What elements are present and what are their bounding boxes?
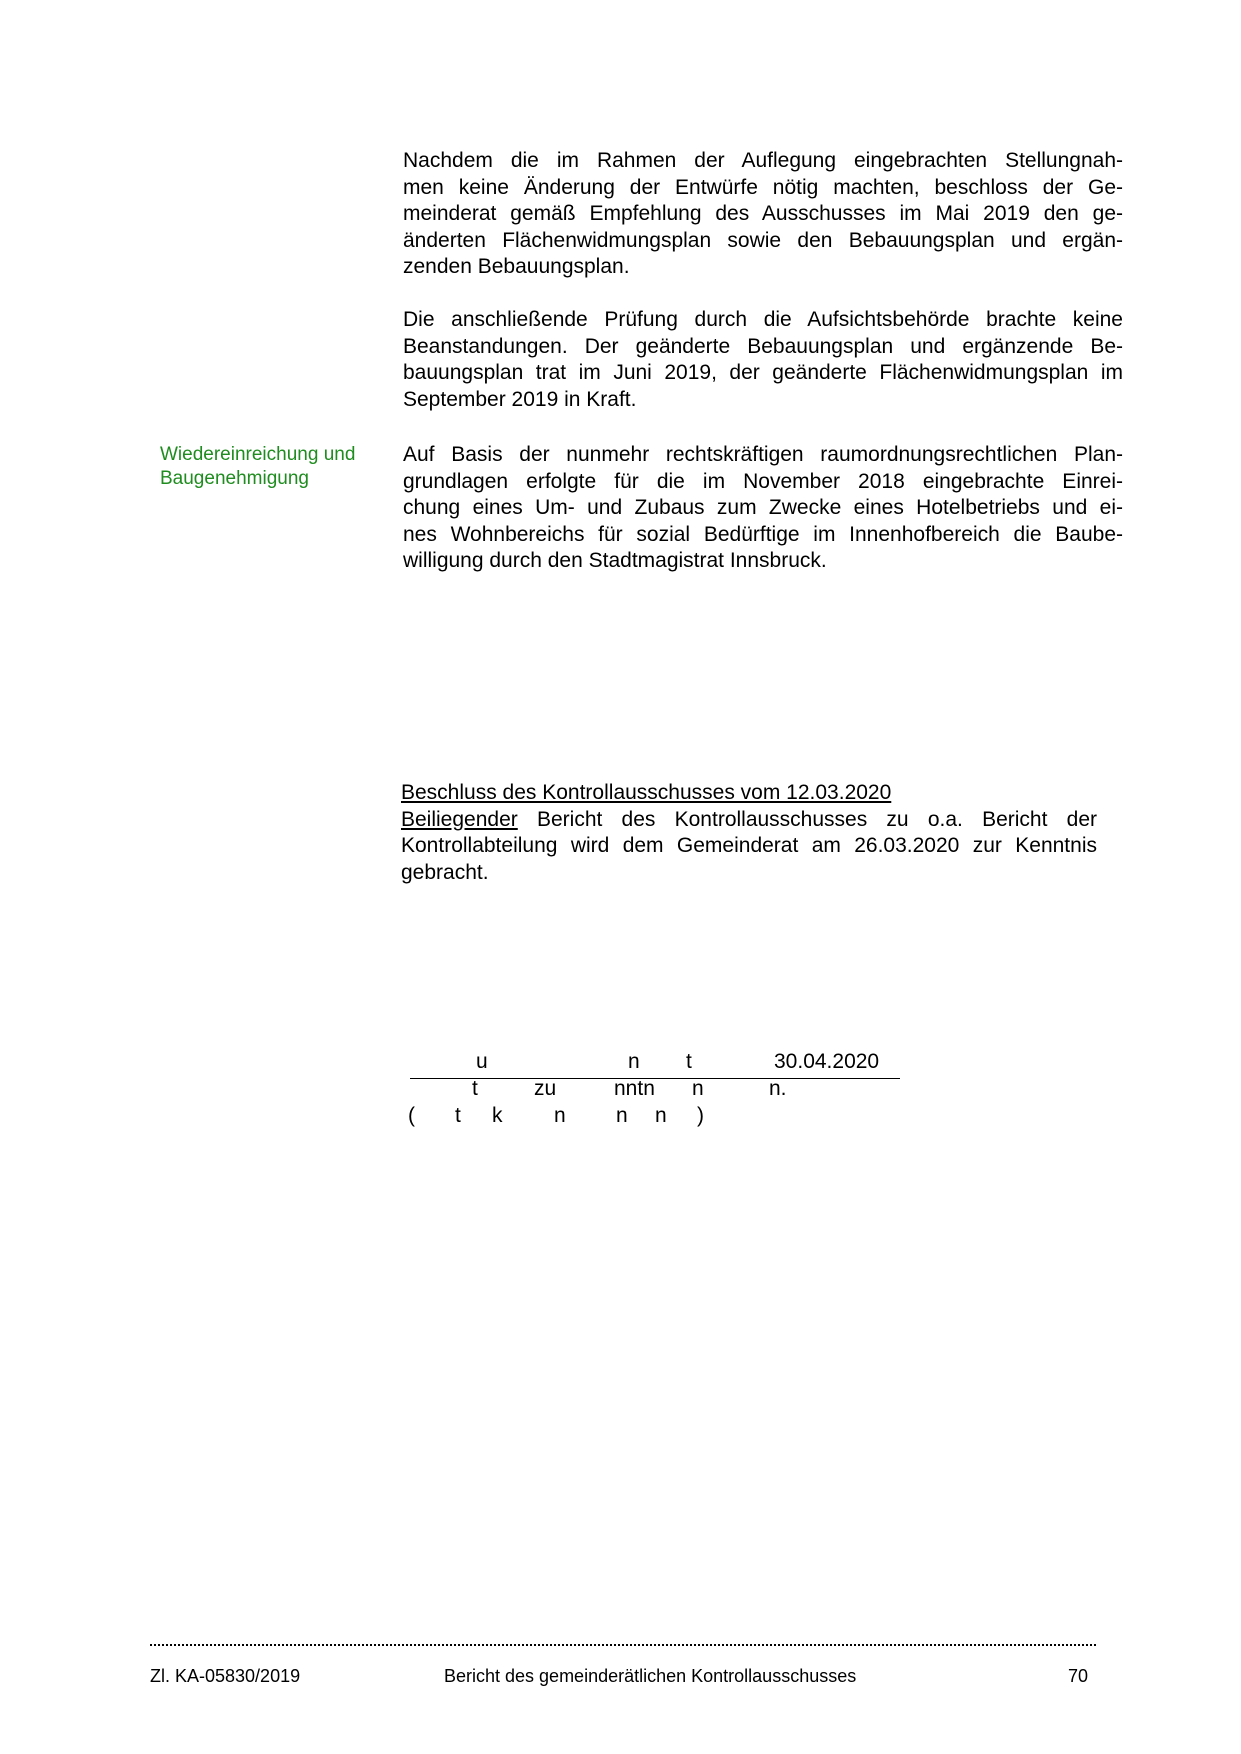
fragment: n — [616, 1104, 628, 1127]
text-line: zenden Bebauungsplan. — [403, 255, 630, 278]
fragment: t — [472, 1077, 478, 1100]
fragment: ) — [697, 1104, 704, 1127]
fragment: n — [692, 1077, 704, 1100]
fragment: t — [686, 1050, 692, 1073]
side-heading-line: Wiedereinreichung und — [160, 444, 356, 465]
footer-file-number: Zl. KA-05830/2019 — [150, 1666, 301, 1686]
text-line-rest: Bericht des Kontrollausschusses zu o.a. Bericht der — [536, 807, 1097, 831]
fragment: n — [628, 1050, 640, 1073]
text-line: September 2019 in Kraft. — [403, 387, 637, 411]
resolution-title: Beschluss des Kontrollausschusses vom 12.03.2020 — [401, 781, 892, 804]
underlined-word: Beiliegender — [401, 807, 518, 831]
text-line: Beanstandungen. Der geänderte Bebauungsplan und ergänzende Be- — [403, 334, 1123, 358]
text-line: bauungsplan trat im Juni 2019, der geänderte Flächenwidmungsplan im — [403, 361, 1123, 384]
page-number: 70 — [1068, 1666, 1089, 1686]
paragraph-plan-resolution — [403, 148, 1123, 281]
text-line: änderten Flächenwidmungsplan sowie den Bebauungsplan und ergän- — [403, 228, 1123, 252]
fragment: k — [492, 1104, 503, 1127]
text-line: willigung durch den Stadtmagistrat Innsbruck. — [403, 549, 827, 572]
text-line: men keine Änderung der Entwürfe nötig machten, beschloss der Ge- — [403, 175, 1123, 199]
text-line: Auf Basis der nunmehr rechtskräftigen raumordnungsrechtlichen Plan- — [403, 443, 1123, 466]
paragraph-supervisory-review — [403, 307, 1123, 413]
fragment: u — [476, 1050, 488, 1073]
signature-date: 30.04.2020 — [774, 1050, 880, 1073]
side-heading-line: Baugenehmigung — [160, 468, 309, 489]
text-line: nes Wohnbereichs für sozial Bedürftige im Innenhofbereich die Baube- — [403, 522, 1123, 546]
side-heading — [160, 443, 390, 491]
text-line: Nachdem die im Rahmen der Auflegung eingebrachten Stellungnah- — [403, 149, 1123, 172]
text-line: Die anschließende Prüfung durch die Aufsichtsbehörde brachte keine — [403, 308, 1123, 331]
text-line: chung eines Um- und Zubaus zum Zwecke eines Hotelbetriebs und ei- — [403, 496, 1123, 519]
fragment: n — [655, 1104, 667, 1127]
fragment: n. — [769, 1077, 787, 1100]
fragment: n — [554, 1104, 566, 1127]
fragment: t — [455, 1104, 461, 1127]
text-line: gebracht. — [401, 860, 489, 884]
fragment: nntn — [614, 1077, 655, 1100]
footer-title: Bericht des gemeinderätlichen Kontrollausschusses — [444, 1666, 857, 1686]
fragment: zu — [534, 1077, 557, 1100]
text-line: grundlagen erfolgte für die im November 2018 eingebrachte Einrei- — [403, 469, 1123, 493]
fragment: ( — [408, 1104, 415, 1127]
committee-resolution — [401, 780, 1097, 886]
paragraph-building-permit — [403, 442, 1123, 575]
text-line: Kontrollabteilung wird dem Gemeinderat am 26.03.2020 zur Kenntnis — [401, 834, 1097, 857]
footer-divider — [150, 1644, 1096, 1646]
text-line — [401, 807, 1097, 834]
text-line: meinderat gemäß Empfehlung des Ausschusses im Mai 2019 den ge- — [403, 202, 1123, 225]
signature-line — [410, 1078, 900, 1079]
